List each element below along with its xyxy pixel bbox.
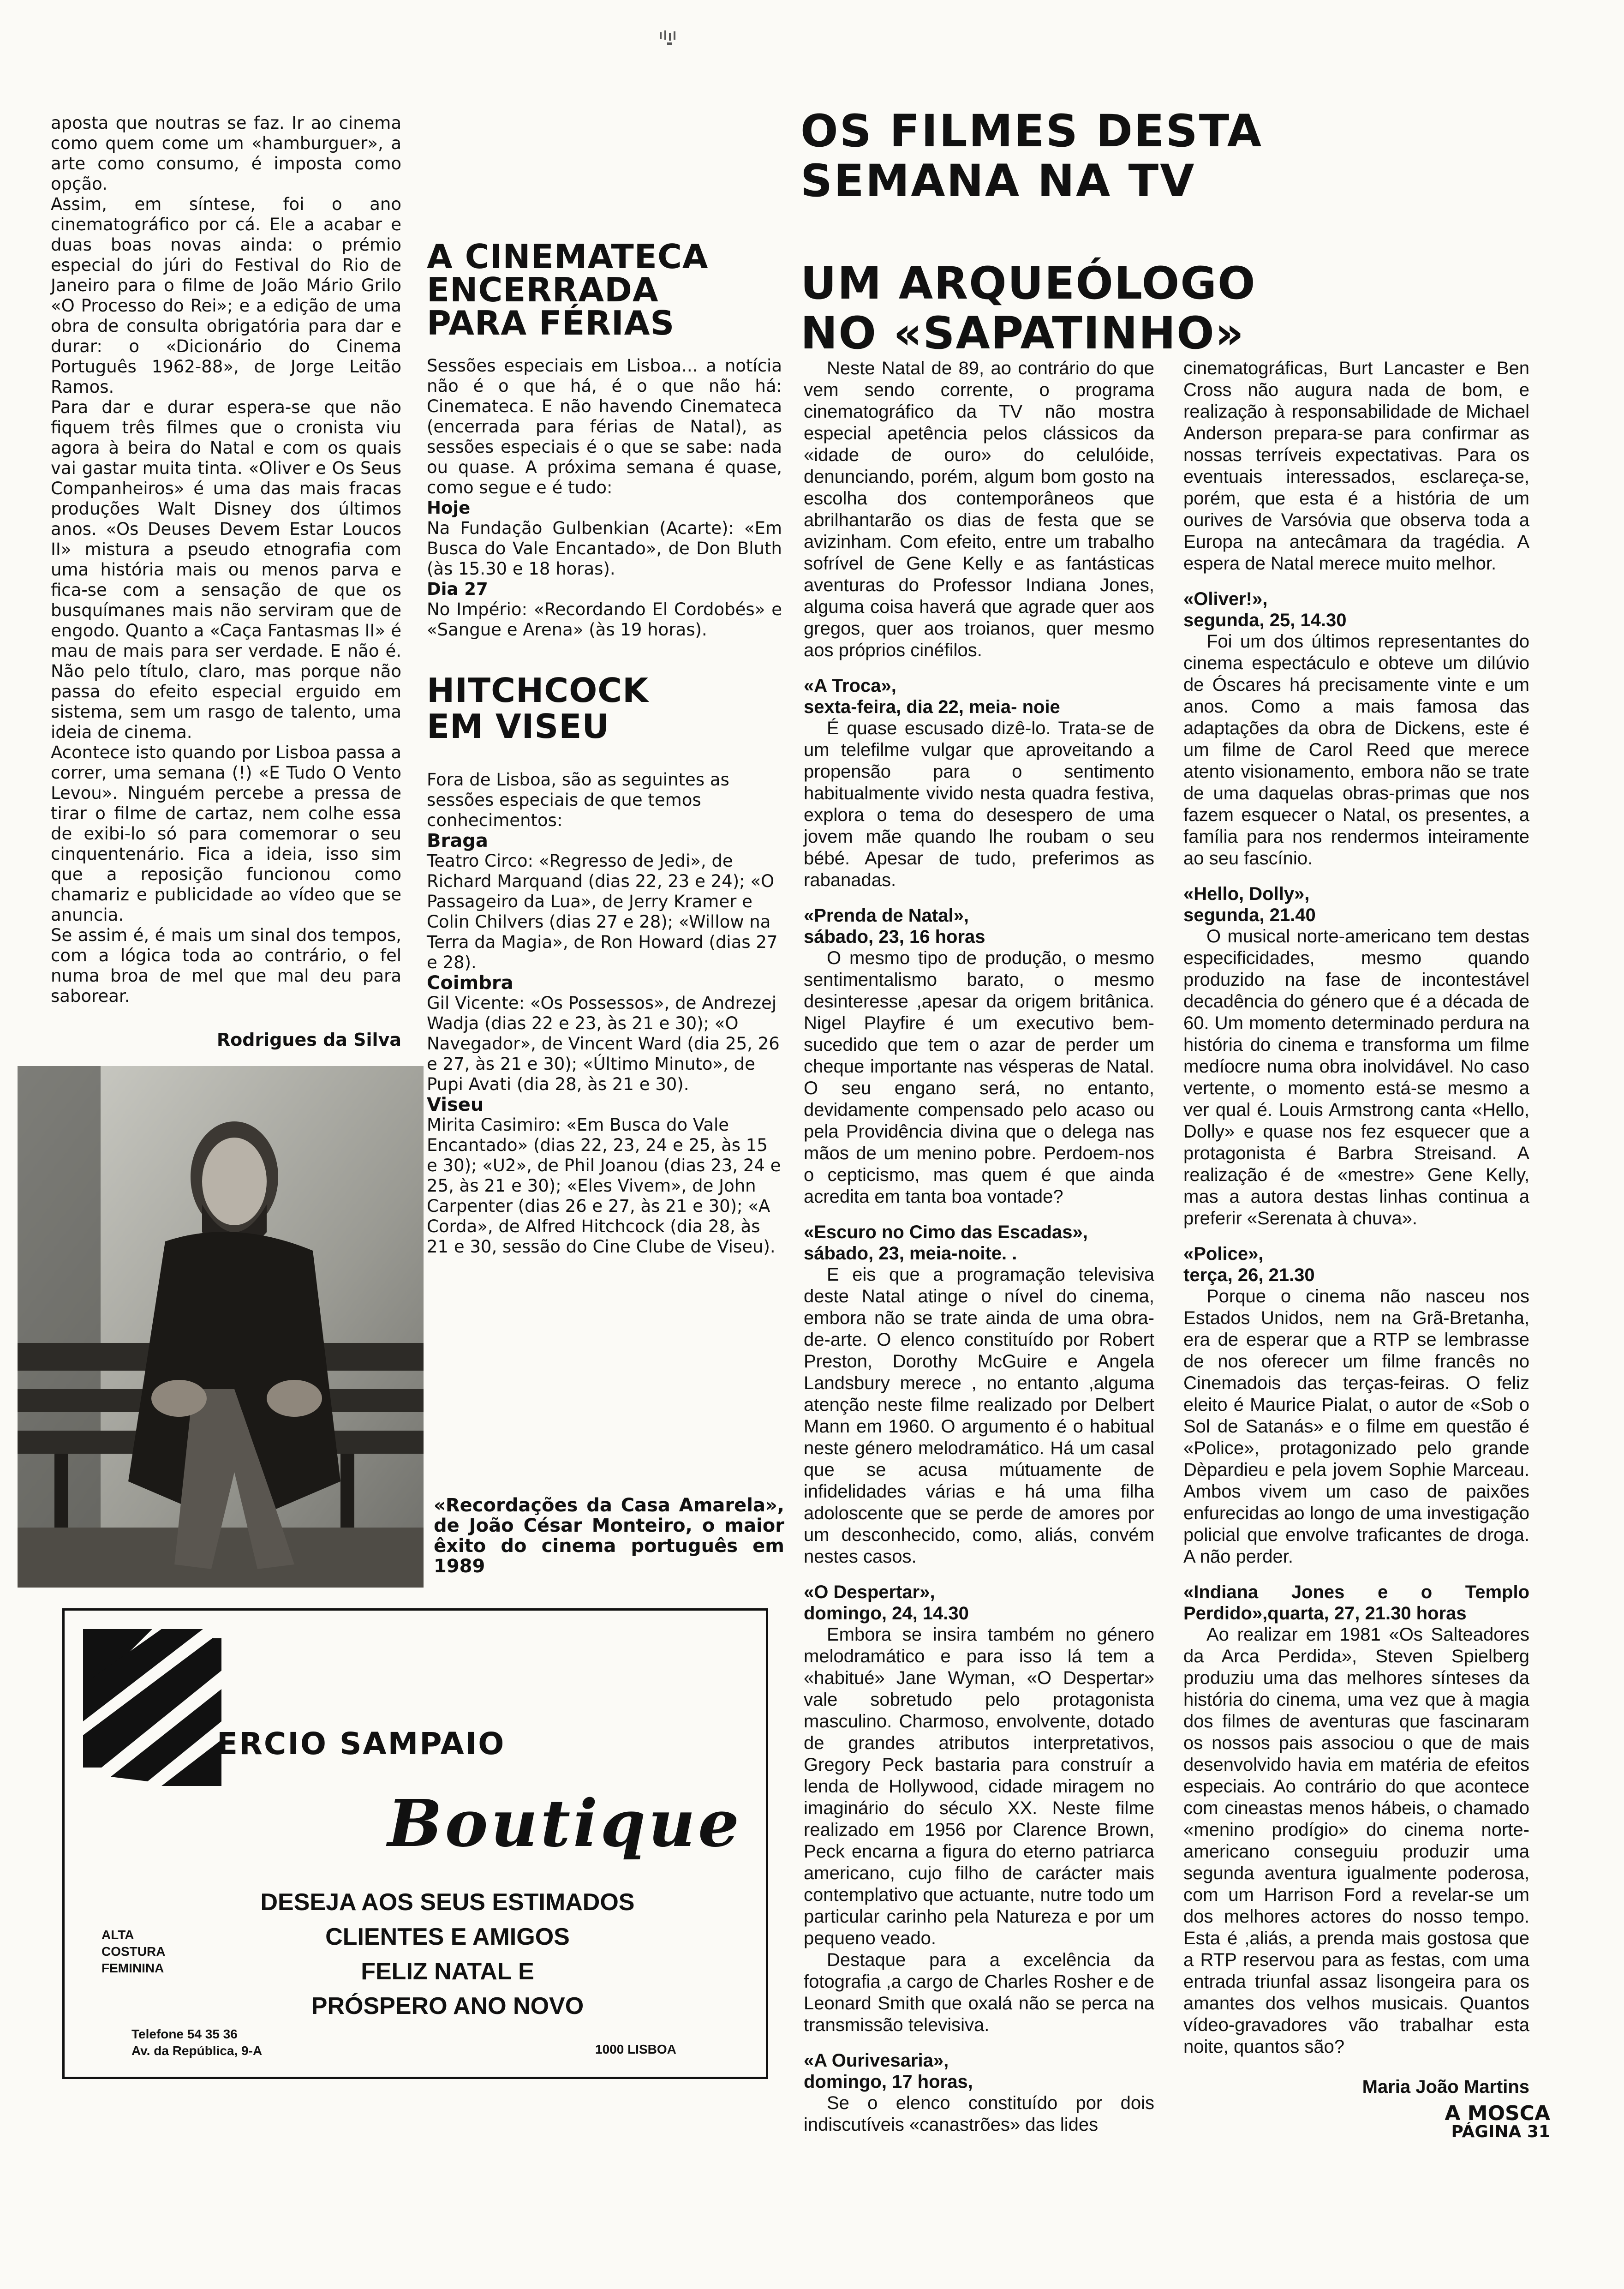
city-heading: Braga [427,830,488,851]
film-title: «Prenda de Natal», [804,905,969,926]
cinemateca-title: A CINEMATECA ENCERRADA PARA FÉRIAS [427,237,709,342]
column-1-article [51,113,401,1050]
film-text: Porque o cinema não nasceu nos Estados Unidos, nem na Grã-Bretanha, era de esperar que a RTP se lembrasse de nos oferecer um filme francês no Cinemadois das terças-feiras. O feliz eleito é Maurice Pialat, o autor de «Sob o Sol de Satanás» e o filme em questão é «Police», protagonizado pelo grande Dèpardieu e pela jovem Sophie Marceau. Ambos vivem um caso de paixões enfurecidas ao longo de uma investigação policial que envolve traficantes de droga. A não perder. [1183,1286,1529,1567]
tv-headline: OS FILMES DESTA SEMANA NA TV [800,105,1263,207]
print-smudge [651,28,687,55]
brand-name: ERCIO SAMPAIO [217,1726,506,1762]
film-slot: terça, 26, 21.30 [1183,1265,1315,1285]
film-text: É quase escusado dizê-lo. Trata-se de um telefilme vulgar que aproveitando a propensão para o sentimento habitualmente vivido nesta quadra festiva, explora o tema do desespero de uma jovem mãe quando lhe roubam o seu bébé. Apesar de tudo, preferimos as rabanadas. [804,718,1154,890]
page-number: 31 [1527,2122,1550,2141]
film-slot: sábado, 23, 16 horas [804,927,985,947]
paragraph: aposta que noutras se faz. Ir ao cinema como quem come um «hamburguer», a arte como consumo, é imposta como opção. [51,113,401,194]
film-text: O musical norte-americano tem destas especificidades, mesmo quando produzido na fase de incontestável decadência do género que é a década de 60. Um momento determinado perdura na história do cinema e transforma um filme medíocre numa obra inolvidável. No caso vertente, o momento está-se mesmo a ver qual é. Louis Armstrong canta «Hello, Dolly» e quase nos fez esquecer que a protagonista é Barbra Streisand. A realização é de «mestre» Gene Kelly, mas a autora destas linhas continua a preferir «Serenata à chuva». [1183,926,1529,1228]
ad-side-label: ALTA COSTURA FEMININA [102,1928,166,1975]
photo [18,1066,424,1588]
paragraph: Assim, em síntese, foi o ano cinematográfico por cá. Ele a acabar e duas boas novas ainda: o prémio especial do júri do Festival do Rio de Janeiro para o filme de João Mário Grilo «O Processo do Rei»; e a edição de uma obra de consulta obrigatória para dar e durar: o «Dicionário do Cinema Português 1962-88», de Jorge Leitão Ramos. [51,194,401,397]
film-title: «Hello, Dolly», [1183,884,1310,904]
city-text: Gil Vicente: «Os Possessos», de Andrezej Wadja (dias 22 e 23, às 21 e 30); «O Navegador», de Vincent Ward (dia 25, 26 e 27, às 21 e 30); «Último Minuto», de Pupi Avati (dia 28, às 21 e 30). [427,993,780,1094]
film-slot: sábado, 23, meia-noite. . [804,1243,1017,1264]
day-text: Na Fundação Gulbenkian (Acarte): «Em Busca do Vale Encantado», de Don Bluth (às 15.30 e 18 horas). [427,518,782,579]
column-4 [1183,358,1529,2098]
tv-intro: Neste Natal de 89, ao contrário do que vem sendo corrente, o programa cinematográfico da TV não mostra especial apetência pelos clássicos da «idade de ouro» do celulóide, denunciando, porém, algum bom gosto na escolha dos contemporâneos que abrilhantarão os dias de festa que se avizinham. Com efeito, entre um trabalho sofrível de Gene Kelly e as fantásticas aventuras do Professor Indiana Jones, alguma coisa haverá que agrade quer aos gregos, quer aos troianos, quer mesmo aos próprios cinéfilos. [804,358,1154,660]
tv-author: Maria João Martins [1362,2077,1529,2097]
film-slot: domingo, 24, 14.30 [804,1603,969,1624]
cinemateca-intro: Sessões especiais em Lisboa... a notícia não é o que há, é o que não há: Cinemateca. E não havendo Cinemateca (encerrada para férias de Natal), as sessões especiais é o que se sabe: nada ou quase. A próxima semana é quase, como segue e é tudo: [427,356,782,497]
ss-logo-icon [83,1629,221,1795]
film-text: Foi um dos últimos representantes do cinema espectáculo e obteve um dilúvio de Óscares há precisamente vinte e um anos. Como a mais famosa das adaptações da obra de Dickens, este é um filme de Carol Reed que merece atento visionamento, embora não se trate de uma daquelas obras-primas que nos fazem esquecer o Natal, os presentes, a família para nos rendermos inteiramente ao seu fascínio. [1183,631,1529,869]
film-text: E eis que a programação televisiva deste Natal atinge o nível do cinema, embora não se trate ainda de uma obra-de-arte. O elenco constituído por Robert Preston, Dorothy McGuire e Angela Landsbury merece , no entanto ,alguma atenção neste filme realizado por Delbert Mann em 1960. O argumento é o habitual neste género melodramático. Há um casal que se acusa mútuamente de infidelidades várias e há uma filha adoloscente que se perde de amores por um desconhecido, como, aliás, convém nestes casos. [804,1264,1154,1567]
city-text: Mirita Casimiro: «Em Busca do Vale Encantado» (dias 22, 23, 24 e 25, às 15 e 30); «U2», de Phil Joanou (dias 23, 24 e 25, às 21 e 30); «Eles Vivem», de John Carpenter (dias 26 e 27, às 21 e 30); «A Corda», de Alfred Hitchcock (dia 28, às 21 e 30, sessão do Cine Clube de Viseu). [427,1115,781,1257]
film-slot: segunda, 25, 14.30 [1183,610,1347,630]
ad-message: DESEJA AOS SEUS ESTIMADOS CLIENTES E AMIGOS FELIZ NATAL E PRÓSPERO ANO NOVO [260,1889,635,2019]
author-byline: Rodrigues da Silva [216,1030,401,1050]
column-2 [427,237,782,1257]
film-slot: domingo, 17 horas, [804,2072,973,2092]
page-label: PÁGINA [1451,2122,1522,2141]
ad-contact: Telefone 54 35 36 Av. da República, 9-A [131,2027,263,2058]
photo-caption: «Recordações da Casa Amarela», de João César Monteiro, o maior êxito do cinema português em 1989 [434,1495,784,1577]
hitchcock-intro: Fora de Lisboa, são as seguintes as sessões especiais de que temos conhecimentos: [427,770,729,830]
boutique-advertisement [62,1608,768,2079]
film-text-continued: cinematográficas, Burt Lancaster e Ben Cross não augura nada de bom, e realização à responsabilidade de Michael Anderson prepara-se para confirmar as nossas terríveis expectativas. Para os eventuais interessados, esclareça-se, porém, que esta é a história de um ourives de Varsóvia que observa toda a Europa na antecâmara da tragédia. A espera de Natal merece muito melhor. [1183,358,1529,574]
film-text: Se o elenco constituído por dois indiscutíveis «canastrões» das lides [804,2093,1154,2135]
day-text: No Império: «Recordando El Cordobés» e «Sangue e Arena» (às 19 horas). [427,599,782,640]
boutique-script: Boutique [388,1786,742,1862]
column-3 [804,358,1154,2136]
film-title: «Indiana Jones e o Templo Perdido»,quarta, 27, 21.30 horas [1183,1582,1529,1624]
publication-name: A MOSCA [1445,2102,1550,2125]
ad-city: 1000 LISBOA [595,2042,676,2056]
paragraph: Para dar e durar espera-se que não fiquem três filmes que o cronista viu agora à beira do Natal e com os quais vai gastar muita tinta. «Oliver e Os Seus Companheiros» é uma das mais fracas produções Walt Disney dos últimos anos. «Os Deuses Devem Estar Loucos II» mistura a pseudo etnografia com uma história mais ou menos parva e fica-se com a sensação de que os busquímanes mais não serviram que de engodo. Quanto a «Caça Fantasmas II» é mau de mais para ser verdade. E não é. Não pelo título, claro, mas porque não passa do efeito especial erguido em sistema, sem um rasgo de talento, uma ideia de cinema. [51,397,401,742]
page-footer [1412,2104,1550,2141]
city-heading: Coimbra [427,972,513,994]
film-text: Ao realizar em 1981 «Os Salteadores da Arca Perdida», Steven Spielberg produziu uma das melhores sínteses da história do cinema, uma vez que à magia dos filmes de aventuras que fascinaram os nossos pais associou o que de mais desenvolvido havia em matéria de efeitos especiais. Ao contrário do que acontece com cineastas menos hábeis, o chamado «menino prodígio» do cinema norte-americano conseguiu produzir uma segunda aventura igualmente poderosa, com um Harrison Ford a revelar-se um dos melhores actores do nosso tempo. Esta é ,aliás, a prenda mais gostosa que a RTP reservou para as festas, com uma entrada triunfal assaz lisongeira para os amantes dos velhos musicais. Quantos vídeo-gravadores vão trabalhar esta noite, quantos são? [1183,1624,1529,2057]
film-text: Destaque para a excelência da fotografia ,a cargo de Charles Rosher e de Leonard Smith que oxalá não se perca na transmissão televisiva. [804,1950,1154,2035]
film-slot: segunda, 21.40 [1183,905,1316,925]
city-text: Teatro Circo: «Regresso de Jedi», de Richard Marquand (dias 22, 23 e 24); «O Passageiro da Lua», de Jerry Kramer e Colin Chilvers (dias 27 e 28); «Willow na Terra da Magia», de Ron Howard (dias 27 e 28). [427,851,778,972]
film-title: «O Despertar», [804,1582,935,1602]
hitchcock-title: HITCHCOCK EM VISEU [427,671,649,746]
film-title: «A Ourivesaria», [804,2050,949,2071]
day-heading: Dia 27 [427,579,488,599]
film-text: Embora se insira também no género melodramático e para isso lá tem a «habitué» Jane Wyman, «O Despertar» vale sobretudo pelo protagonista masculino. Charmoso, envolvente, dotado de grandes atributos interpretativos, Gregory Peck bastaria para construír a lenda de Hollywood, cidade miragem no imaginário do século XX. Neste filme realizado em 1956 por Clarence Brown, Peck encarna a figura do eterno patriarca americano, cujo filho de carácter mais contemplativo que actuante, nutre todo um particular carinho pela Natureza e por um pequeno veado. [804,1624,1154,1948]
film-title: «A Troca», [804,676,896,696]
film-title: «Escuro no Cimo das Escadas», [804,1222,1088,1242]
photo-illustration [18,1066,424,1588]
tv-subhead: UM ARQUEÓLOGO NO «SAPATINHO» [800,258,1256,359]
film-text: O mesmo tipo de produção, o mesmo sentimentalismo barato, o mesmo desinteresse ,apesar da origem britânica. Nigel Playfire é um executivo bem-sucedido que tem o azar de perder um cheque importante nas vésperas de Natal. O seu engano será, no entanto, devidamente compensado pelo acaso ou pela Providência divina que o delega nas mãos de um menino pobre. Perdoem-nos o cepticismo, mas quem é que ainda acredita em tanta boa vontade? [804,948,1154,1207]
paragraph: Acontece isto quando por Lisboa passa a correr, uma semana (!) «E Tudo O Vento Levou». Ninguém percebe a pressa de tirar o filme de cartaz, nem colhe essa de exibi-lo só para comemorar o seu cinquentenário. Fica a ideia, isso sim que a reposição funcionou como chamariz e publicidade ao vídeo que se anuncia. [51,743,401,925]
day-heading: Hoje [427,498,471,518]
film-title: «Police», [1183,1244,1264,1264]
paragraph: Se assim é, é mais um sinal dos tempos, com a lógica toda ao contrário, o fel numa broa de mel que mal deu para saborear. [51,925,401,1006]
film-title: «Oliver!», [1183,589,1268,609]
city-heading: Viseu [427,1094,484,1115]
film-slot: sexta-feira, dia 22, meia- noie [804,697,1060,717]
